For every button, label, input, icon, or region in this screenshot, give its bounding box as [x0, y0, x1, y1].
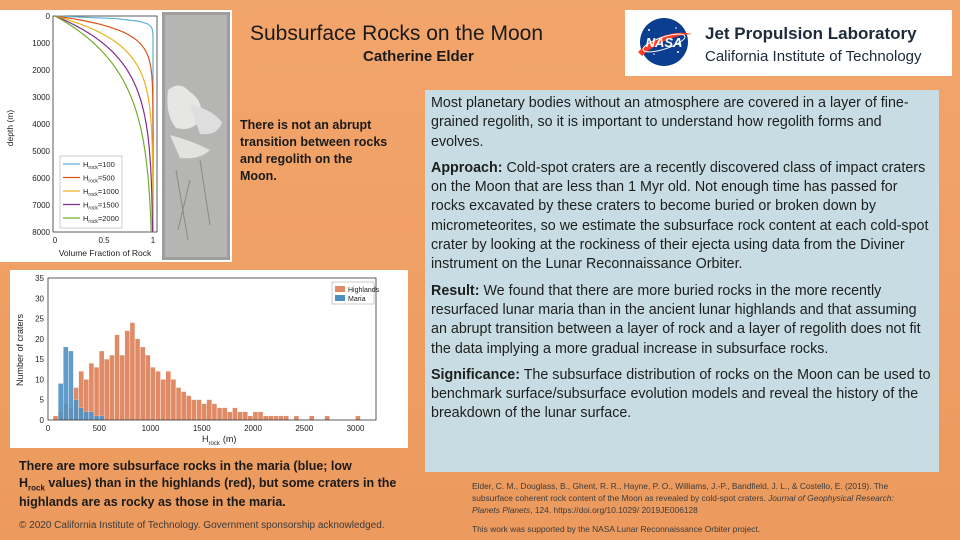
histogram-bars	[53, 323, 360, 420]
histogram-bar-highlands	[248, 416, 253, 420]
fig1-ytick-labels	[32, 12, 50, 237]
result-paragraph: Result: We found that there are more buried rocks in the more recently resurfaced lunar maria than in the ancient lunar highlands and that assuming an abrupt transition between a layer of rock and a layer of regolith does not fit the data implying a more gradual increase in subsurface rocks.	[431, 282, 921, 357]
histogram-bar-highlands	[171, 379, 176, 420]
fig1-ytick-label: 2000	[32, 66, 50, 75]
fig1-legend-label: $H_{rock}=500$	[83, 173, 115, 185]
fig1-legend-label: $H_{rock}=1500$	[83, 200, 119, 212]
rock-fraction-plot	[0, 10, 232, 262]
histogram-bar-highlands	[99, 351, 104, 420]
histogram-bar-highlands	[294, 416, 299, 420]
slide-title: Subsurface Rocks on the Moon	[250, 22, 543, 45]
histogram-bar-highlands	[263, 416, 268, 420]
histogram-bar-maria	[89, 412, 94, 420]
fig1-ytick-label: 5000	[32, 147, 50, 156]
histogram-bar-highlands	[130, 323, 135, 420]
fig1-xtick-label: 0.5	[98, 236, 110, 245]
histogram-ytick-label: 5	[39, 395, 44, 405]
histogram-bar-maria	[94, 416, 99, 420]
histogram-bar-highlands	[268, 416, 273, 420]
histogram-bar-highlands	[309, 416, 314, 420]
significance-paragraph: Significance: The subsurface distribution of rocks on the Moon can be used to benchmark surface/subsurface evolution models and reveal the history of the breakdown of the lunar surface.	[431, 366, 931, 422]
histogram-bar-highlands	[238, 412, 243, 420]
fig1-ytick-label: 7000	[32, 201, 50, 210]
histogram-xtick-label: 2500	[295, 424, 314, 433]
histogram-ytick-label: 25	[35, 314, 44, 324]
transition-callout: There is not an abrupt transition between rocks and regolith on the Moon.	[240, 118, 388, 183]
histogram-bar-highlands	[227, 412, 232, 420]
fig1-ylabel: depth (m)	[5, 109, 15, 147]
histogram-legend-swatch	[335, 295, 345, 301]
histogram-legend	[332, 282, 380, 304]
histogram-ytick-labels	[35, 274, 44, 425]
histogram-bar-maria	[63, 347, 68, 420]
histogram-bar-highlands	[120, 355, 125, 420]
histogram-bar-highlands	[181, 392, 186, 420]
caltech-name: California Institute of Technology	[705, 48, 922, 65]
histogram-bar-highlands	[202, 404, 207, 420]
histogram-caption: There are more subsurface rocks in the maria (blue; low $H_{rock}$ values) than in the highlands (red), but some craters in the highlands are as rocky as those in the maria.	[19, 459, 397, 510]
histogram-xlabel: $H_{rock}$ (m)	[202, 434, 237, 447]
approach-paragraph: Approach: Cold-spot craters are a recently discovered class of impact craters on the Moon that are less than 1 Myr old. Not enough time has passed for rocks excavated by these craters to become buried or broken down by micrometeorites, so we estimate the subsurface rock content at each cold-spot crater by looking at the rockiness of their ejecta using data from the Diviner instrument on the Lunar Reconnaissance Orbiter.	[431, 159, 929, 273]
histogram-bar-highlands	[217, 408, 222, 420]
histogram-ytick-label: 0	[39, 416, 44, 425]
histogram-ytick-label: 20	[35, 334, 44, 344]
histogram-bar-highlands	[356, 416, 361, 420]
crater-histogram-figure	[10, 270, 408, 448]
histogram-bar-highlands	[197, 400, 202, 420]
fig1-legend-label: $H_{rock}=100$	[83, 160, 115, 171]
histogram-bar-highlands	[151, 367, 156, 420]
histogram-xtick-label: 1500	[192, 424, 211, 433]
histogram-bar-highlands	[325, 416, 330, 420]
histogram-ytick-label: 15	[35, 355, 44, 365]
histogram-bar-highlands	[186, 396, 191, 420]
copyright-notice: © 2020 California Institute of Technology. Government sponsorship acknowledged.	[19, 520, 385, 531]
fig1-xtick-label: 0	[52, 236, 58, 245]
histogram-bar-maria	[79, 408, 84, 420]
histogram-bar-highlands	[89, 363, 94, 420]
nasa-logo-text: NASA	[645, 35, 683, 50]
fig1-ytick-label: 6000	[32, 174, 50, 183]
histogram-bar-highlands	[161, 379, 166, 420]
histogram-ytick-label: 30	[35, 294, 44, 304]
histogram-xtick-label: 1000	[141, 424, 160, 433]
histogram-bar-highlands	[284, 416, 289, 420]
summary-textbox	[425, 90, 939, 472]
fig1-xtick-label: 1	[150, 236, 156, 245]
histogram-xtick-label: 2000	[244, 424, 262, 433]
histogram-bar-highlands	[166, 371, 171, 420]
fig1-ytick-label: 0	[45, 12, 50, 21]
histogram-bar-highlands	[176, 388, 181, 420]
intro-paragraph: Most planetary bodies without an atmosphere are covered in a layer of fine-grained regolith, so it is important to understand how regolith forms and evolves.	[431, 95, 909, 150]
jpl-name: Jet Propulsion Laboratory	[705, 24, 917, 43]
crater-histogram	[10, 270, 408, 448]
histogram-bar-maria	[99, 416, 104, 420]
histogram-ylabel: Number of craters	[15, 313, 25, 387]
histogram-ytick-label: 35	[35, 274, 44, 283]
histogram-bar-maria	[58, 383, 63, 420]
histogram-bar-highlands	[115, 335, 120, 420]
histogram-bar-highlands	[233, 408, 238, 420]
histogram-bar-highlands	[140, 347, 145, 420]
rock-fraction-figure	[0, 10, 232, 262]
fig1-ytick-label: 1000	[32, 39, 50, 48]
histogram-bar-highlands	[104, 359, 109, 420]
logo-banner	[625, 10, 952, 76]
histogram-xtick-label: 3000	[346, 424, 365, 433]
fig1-ytick-label: 8000	[32, 228, 50, 237]
histogram-bar-highlands	[110, 355, 115, 420]
fig1-ytick-label: 4000	[32, 120, 50, 129]
reference-citation: Elder, C. M., Douglass, B., Ghent, R. R., Hayne, P. O., Williams, J.-P., Bandfield, J. L., & Costello, E. (2019). The subsurface coherent rock content of the Moon as revealed by cold-spot craters. Journal of Geophysical Research: Planets Planets, 124. https://doi.org/10.1029/ 2019JE006128	[472, 481, 894, 515]
histogram-bar-highlands	[145, 355, 150, 420]
histogram-bar-maria	[84, 412, 89, 420]
histogram-bar-highlands	[253, 412, 258, 420]
histogram-xtick-label: 0	[45, 424, 51, 433]
histogram-legend-swatch	[335, 286, 345, 292]
histogram-bar-highlands	[258, 412, 263, 420]
histogram-xtick-label: 500	[92, 424, 106, 433]
histogram-bar-highlands	[279, 416, 284, 420]
fig1-legend	[60, 156, 122, 228]
histogram-legend-label: Maria	[348, 296, 366, 303]
histogram-ytick-label: 10	[35, 375, 44, 385]
fig1-ytick-label: 3000	[32, 93, 50, 102]
funding-acknowledgment: This work was supported by the NASA Lunar Reconnaissance Orbiter project.	[472, 524, 761, 534]
fig1-legend-label: $H_{rock}=1000$	[83, 187, 119, 198]
histogram-bar-highlands	[135, 339, 140, 420]
author-name: Catherine Elder	[363, 48, 474, 65]
histogram-legend-label: Highlands	[348, 287, 380, 294]
histogram-bar-highlands	[222, 408, 227, 420]
histogram-bar-highlands	[53, 416, 58, 420]
histogram-bar-highlands	[192, 400, 197, 420]
nasa-logo-icon	[634, 14, 694, 70]
histogram-bar-maria	[69, 351, 74, 420]
histogram-bar-highlands	[212, 404, 217, 420]
histogram-bar-highlands	[156, 371, 161, 420]
histogram-bar-highlands	[125, 331, 130, 420]
histogram-bar-highlands	[274, 416, 279, 420]
histogram-bar-maria	[74, 400, 79, 420]
fig1-legend-label: $H_{rock}=2000$	[83, 214, 119, 225]
histogram-bar-highlands	[243, 412, 248, 420]
fig1-xlabel: Volume Fraction of Rock	[58, 248, 152, 258]
fig1-xtick-labels	[53, 236, 156, 245]
histogram-bar-highlands	[94, 367, 99, 420]
histogram-bar-highlands	[207, 400, 212, 420]
histogram-xtick-labels	[46, 424, 365, 433]
